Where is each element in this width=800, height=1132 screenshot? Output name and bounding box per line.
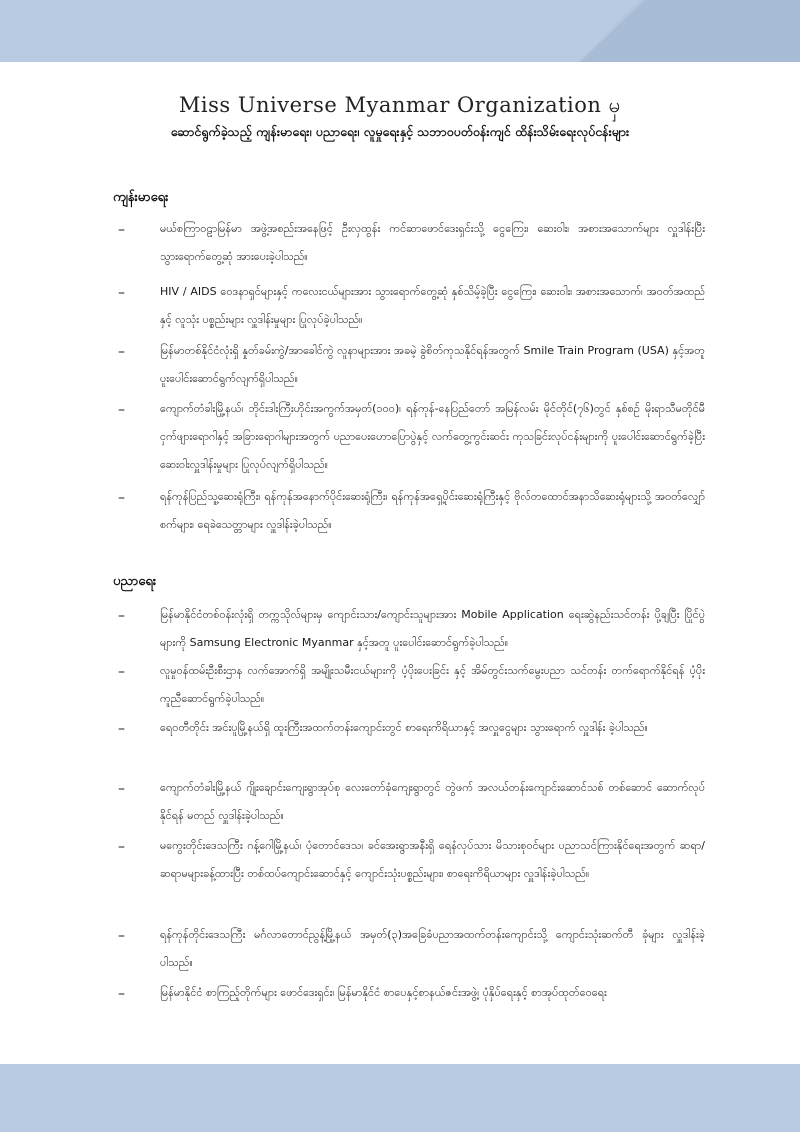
bullet-dash: – <box>118 490 125 506</box>
item-text: ကျောက်တံခါးမြို့နယ် ဂျိုးချောင်းကျေးရွာအုပ်စု လေးတော်ခုံကျေးရွာတွင် တွဲဖက် အလယ်တန်းကျောင်းဆောင်သစ် တစ်ဆောင် ဆောက်လုပ်နိုင်ရန် မတည် လှူဒါန်းခဲ့ပါသည်။ <box>160 781 705 822</box>
bullet-dash: – <box>118 222 125 238</box>
page-subtitle: ဆောင်ရွက်ခဲ့သည့် ကျန်းမာရေး၊ ပညာရေး၊ လူမှုရေးနှင့် သဘာဝပတ်ဝန်းကျင် ထိန်းသိမ်းရေးလုပ်ငန်းများ <box>170 124 630 139</box>
item-text: မယ်စကြာဝဠာမြန်မာ အဖွဲ့အစည်းအနေဖြင့် ဦးလှထွန်း ကင်ဆာဖောင်ဒေးရှင်းသို့ ငွေကြေး၊ ဆေးဝါး၊ အစားအသောက်များ လှူဒါန်းပြီး သွားရောက်တွေ့ဆုံ အားပေးခဲ့ပါသည်။ <box>160 222 705 263</box>
item-text: ရန်ကုန်ပြည်သူ့ဆေးရုံကြီး၊ ရန်ကုန်အနောက်ပိုင်းဆေးရုံကြီး၊ ရန်ကုန်အရှေ့ပိုင်းဆေးရုံကြီးနှင့် ဗိုလ်တထောင်အနာသိဆေးရုံများသို့ အဝတ်လျှော်စက်များ၊ ရေခဲသေတ္တာများ လှူဒါန်းခဲ့ပါသည်။ <box>160 490 705 531</box>
item-text: ရန်ကုန်တိုင်းဒေသကြီး မင်္ဂလာတောင်ညွန့်မြို့နယ် အမှတ်(၃)အခြေခံပညာအထက်တန်းကျောင်းသို့ ကျောင်းသုံးဆက်တီ ခုံများ လှူဒါန်းခဲ့ပါသည်။ <box>160 928 705 969</box>
header-decor-ribbon <box>0 0 640 62</box>
bullet-dash: – <box>118 664 125 680</box>
bullet-dash: – <box>118 928 125 944</box>
bullet-dash: – <box>118 839 125 855</box>
section-heading-education: ပညာရေး <box>113 574 157 589</box>
bullet-dash: – <box>118 781 125 797</box>
page-title: Miss Universe Myanmar Organization မှ <box>178 93 622 117</box>
item-text: မြန်မာနိုင်ငံတစ်ဝန်းလုံးရှိ တက္ကသိုလ်များမှ ကျောင်းသား/ကျောင်းသူများအား Mobile Application ရေးဆွဲနည်းသင်တန်း ပို့ချပြီး ပြိုင်ပွဲများကို Samsung Electronic Myanmar နှင့်အတူ ပူးပေါင်းဆောင်ရွက်ခဲ့ပါသည်။ <box>160 608 705 649</box>
item-text: ကျောက်တံခါးမြို့နယ်၊ ဘိုင်းဒါးကြီးဟိုင်းအကွက်အမှတ်(၁၀၀)၊ ရန်ကုန်-နေပြည်တော် အမြန်လမ်း မိုင်တိုင်(၇၆)တွင် နှစ်စဉ် မိုးရာသီမတိုင်မီ ငှက်ဖျားရောဂါနှင့် အခြားရောဂါများအတွက် ပညာပေးဟောပြောပွဲနှင့် လက်တွေ့ကွင်းဆင်း ကုသခြင်းလုပ်ငန်းများကို ပူးပေါင်းဆောင်ရွက်ခဲ့ပြီး ဆေးဝါးလှူဒါန်းမှုများ ပြုလုပ်လျက်ရှိပါသည်။ <box>160 402 705 471</box>
bullet-dash: – <box>118 285 125 301</box>
bullet-dash: – <box>118 721 125 737</box>
item-text: မကွေးတိုင်းဒေသကြီး ဂန့်ဂေါမြို့နယ်၊ ပုံတောင်ဒေသ၊ ခင်အေးရွာအနီးရှိ ရေနံလုပ်သား မိသားစုဝင်များ ပညာသင်ကြားနိုင်ရေးအတွက် ဆရာ/ဆရာမများခန့်ထားပြီး တစ်ထပ်ကျောင်းဆောင်နှင့် ကျောင်းသုံးပစ္စည်းများ၊ စာရေးကိရိယာများ လှူဒါန်းခဲ့ပါသည်။ <box>160 839 705 880</box>
bullet-dash: – <box>118 402 125 418</box>
item-text: HIV / AIDS ဝေဒနာရှင်များနှင့် ကလေးငယ်များအား သွားရောက်တွေ့ဆုံ နှစ်သိမ့်ခဲ့ပြီး ငွေကြေး၊ ဆေးဝါး၊ အစားအသောက်၊ အဝတ်အထည် နှင့် လူသုံး ပစ္စည်းများ လှူဒါန်းမှုများ ပြုလုပ်ခဲ့ပါသည်။ <box>160 285 705 326</box>
item-text: လူမှုဝန်ထမ်းဦးစီးဌာန လက်အောက်ရှိ အမျိုးသမီးငယ်များကို ပံ့ပိုးပေးခြင်း နှင့် အိမ်တွင်းသက်မွေးပညာ သင်တန်း တက်ရောက်နိုင်ရန် ပံ့ပိုးကူညီဆောင်ရွက်ခဲ့ပါသည်။ <box>160 664 705 705</box>
item-text: မြန်မာနိုင်ငံ စာကြည့်တိုက်များ ဖောင်ဒေးရှင်း၊ မြန်မာနိုင်ငံ စာပေနှင့်စာနယ်ဇင်းအဖွဲ့၊ ပုံနှိပ်ရေးနှင့် စာအုပ်ထုတ်ဝေရေး <box>160 986 607 999</box>
bullet-dash: – <box>118 344 125 360</box>
section-heading-health: ကျန်းမာရေး <box>113 190 169 205</box>
bullet-dash: – <box>118 608 125 624</box>
footer-decor-band <box>0 1064 800 1132</box>
bullet-dash: – <box>118 986 125 1002</box>
item-text: မြန်မာတစ်နိုင်ငံလုံးရှိ နှုတ်ခမ်းကွဲ/အာခေါင်ကွဲ လူနာများအား အခမဲ့ ခွဲစိတ်ကုသနိုင်ရန်အတွက် Smile Train Program (USA) နှင့်အတူ ပူးပေါင်းဆောင်ရွက်လျက်ရှိပါသည်။ <box>160 344 705 385</box>
item-text: ရေဝတီတိုင်း အင်းပူမြို့နယ်ရှိ ထူးကြီးအထက်တန်းကျောင်းတွင် စာရေးကိရိယာနှင့် အလှူငွေများ သွားရောက် လှူဒါန်း ခဲ့ပါသည်။ <box>160 721 648 734</box>
